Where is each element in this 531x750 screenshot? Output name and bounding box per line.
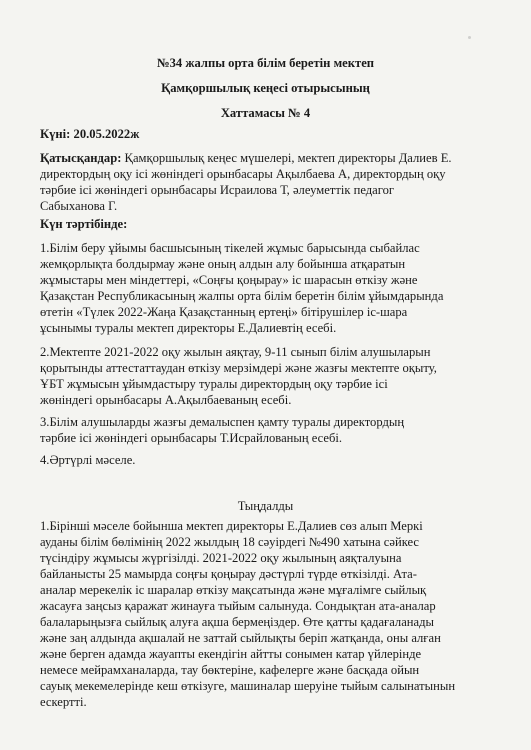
heard-line: немесе мейрамханаларда, тау бөктеріне, кафелерге және басқада ойын [40, 663, 420, 677]
agenda-title: Күн тәртібінде: [40, 217, 128, 231]
agenda-item-2-line: 2.Мектепте 2021-2022 оқу жылын аяқтау, 9-11 сынып білім алушыларын [40, 345, 431, 359]
agenda-item-2-line: ҰБТ жұмысын ұйымдастыру туралы директордың оқу тәрбие ісі [40, 377, 388, 391]
heard-title: Тыңдалды [237, 499, 294, 513]
heard-line: ауданы білім бөлімінің 2022 жылдың 18 сәуірдегі №490 хатына сәйкес [40, 535, 419, 549]
agenda-item-4: 4.Әртүрлі мәселе. [40, 453, 136, 467]
attendees-line-2: директордың оқу ісі жөніндегі орынбасары Ақылбаева А, директордың оқу [40, 167, 446, 181]
agenda-item-1-line: 1.Білім беру ұйымы басшысының тікелей жұмыс барысында сыбайлас [40, 241, 420, 255]
heard-line: және заң алдында ақшалай не заттай сыйлықты беріп жатқанда, оны алған [40, 631, 441, 645]
attendees-text-1: Қамқоршылық кеңес мүшелері, мектеп директоры Далиев Е. [121, 151, 452, 165]
heard-line: және берген адамда жауапты екендігін айтты сонымен катар үйлерінде [40, 647, 422, 661]
council-title: Қамқоршылық кеңесі отырысының [161, 81, 370, 95]
heard-line: сауық мекемелерінде кеш өткізуге, машиналар шеруіне тыйым салынатынын [40, 679, 456, 693]
protocol-title: Хаттамасы № 4 [220, 106, 311, 120]
agenda-item-1-line: Қазақстан Республикасының жалпы орта білім беретін білім ұйымдарында [40, 289, 444, 303]
meeting-date: Күні: 20.05.2022ж [40, 127, 140, 141]
scan-speck [468, 36, 471, 39]
heard-line: ескертті. [40, 695, 87, 709]
heard-line: аналар мерекелік іс шаралар өткізу мақсатында және мұғалімге сыйлық [40, 583, 427, 597]
agenda-item-3-line: тәрбие ісі жөніндегі орынбасары Т.Исрайлованың есебі. [40, 431, 343, 445]
attendees-line-4: Сабыханова Г. [40, 199, 118, 213]
heard-line: 1.Бірінші мәселе бойынша мектеп директоры Е.Далиев сөз алып Меркі [40, 519, 423, 533]
agenda-item-1-line: жемқорлықта болдырмау және оның алдын алу бойынша атқаратын [40, 257, 406, 271]
agenda-item-1-line: өтетін «Түлек 2022-Жаңа Қазақстанның ертеңі» бітірушілер іс-шара [40, 305, 408, 319]
heard-line: жасауға заңсыз қаражат жинауға тыйым салынуда. Сондықтан ата-аналар [40, 599, 436, 613]
agenda-item-3-line: 3.Білім алушыларды жазғы демалыспен қамту туралы директордың [40, 415, 405, 429]
heard-line: түсіндіру жұмысы жүргізілді. 2021-2022 оқу жылының аяқталуына [40, 551, 402, 565]
heard-line: балаларыңызға сыйлық алуға ақша бермеңіздер. Өте қатты қадағаланады [40, 615, 434, 629]
attendees-line-3: тәрбие ісі жөніндегі орынбасары Исраилова Т, әлеуметтік педагог [40, 183, 395, 197]
attendees-label: Қатысқандар: [40, 151, 122, 165]
school-name: №34 жалпы орта білім беретін мектеп [156, 56, 375, 70]
agenda-item-2-line: жөніндегі орынбасары А.Ақылбаеваның есебі. [40, 393, 292, 407]
agenda-item-2-line: қорытынды аттестаттаудан өткізу мерзімдері және жазғы мектепте оқыту, [40, 361, 437, 375]
attendees-line-1 [40, 150, 452, 166]
agenda-item-1-line: жұмыстары мен міндеттері, «Соңғы қоңырау» іс шарасын өткізу және [40, 273, 418, 287]
agenda-item-1-line: ұсынымы туралы мектеп директоры Е.Далиевтің есебі. [40, 321, 337, 335]
heard-line: байланысты 25 мамырда соңғы қоңырау дәстүрлі түрде өткізілді. Ата- [40, 567, 417, 581]
